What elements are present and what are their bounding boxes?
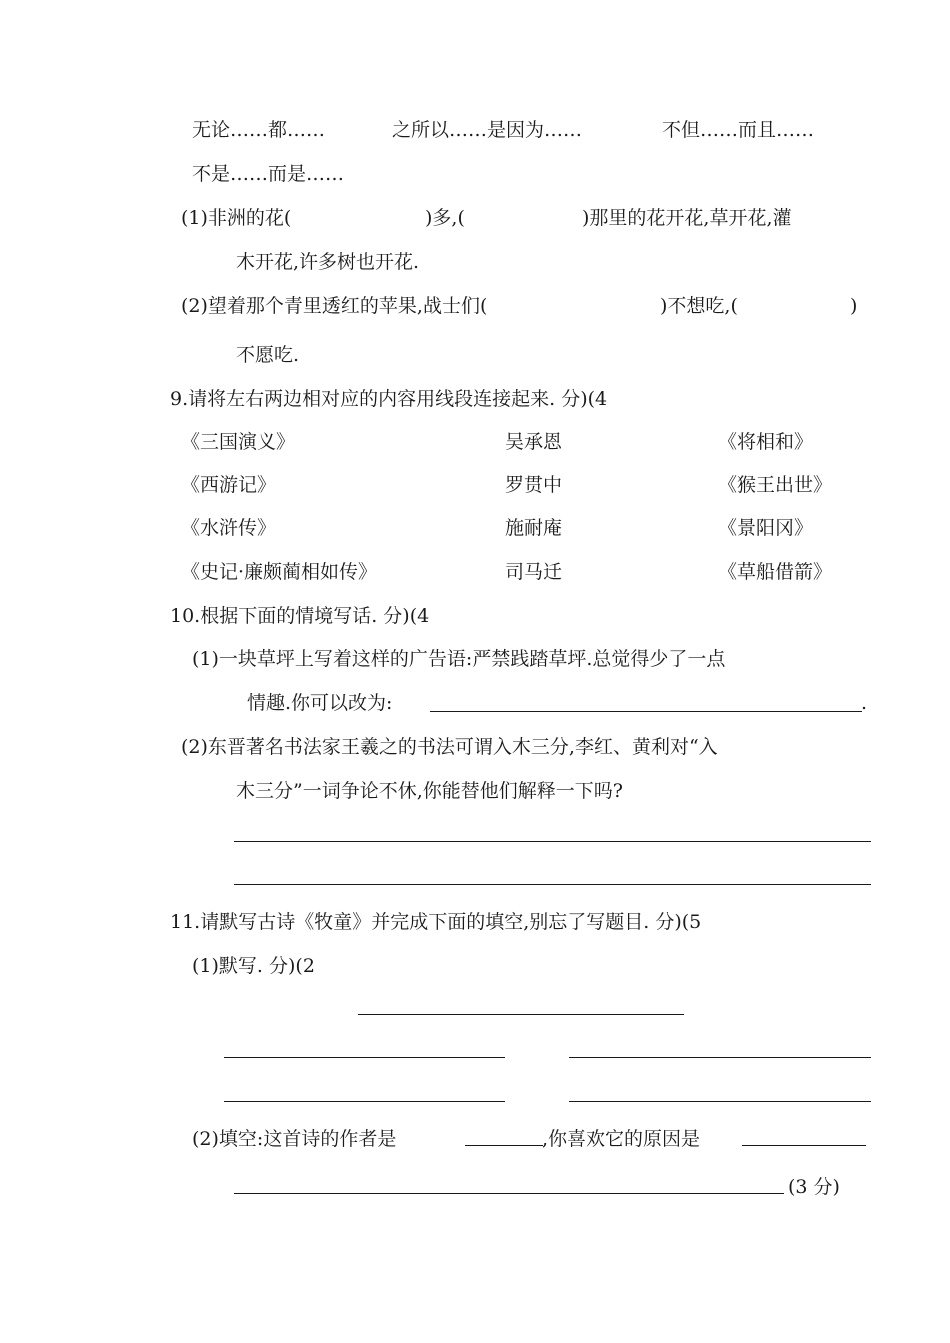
q9-right-1[interactable]: 《将相和》 (718, 431, 814, 453)
q9-middle-3[interactable]: 施耐庵 (505, 517, 563, 539)
reason-answer-line-1[interactable] (742, 1145, 866, 1146)
poem-line-4[interactable] (569, 1101, 871, 1102)
q10-s1-line-2: 情趣.你可以改为: (247, 692, 393, 714)
q10-s2-line-1: (2)东晋著名书法家王羲之的书法可谓入木三分,李红、黄利对“入 (181, 736, 718, 758)
q8-s1-part-c: )那里的花开花,草开花,灌 (582, 207, 792, 229)
q8-s2-part-a: (2)望着那个青里透红的苹果,战士们( (181, 295, 488, 317)
q10-s2-answer-line-2[interactable] (234, 884, 871, 885)
reason-answer-line-2[interactable] (234, 1193, 784, 1194)
q9-right-3[interactable]: 《景阳冈》 (718, 517, 814, 539)
q10-s1-period: . (861, 692, 868, 714)
poem-line-2[interactable] (569, 1057, 871, 1058)
poem-line-3[interactable] (224, 1101, 505, 1102)
q9-left-4[interactable]: 《史记·廉颇蔺相如传》 (181, 561, 378, 583)
poem-line-1[interactable] (224, 1057, 505, 1058)
q8-s2-part-b: )不想吃,( (660, 295, 738, 317)
q8-s1-part-d: 木开花,许多树也开花. (236, 251, 420, 273)
option-2: 之所以……是因为…… (392, 119, 583, 141)
q9-left-2[interactable]: 《西游记》 (181, 474, 277, 496)
q11-title: 11.请默写古诗《牧童》并完成下面的填空,别忘了写题目. 分)(5 (170, 911, 702, 933)
q8-s2-part-d: 不愿吃. (236, 344, 300, 366)
q10-title: 10.根据下面的情境写话. 分)(4 (170, 605, 430, 627)
q10-s1-line-1: (1)一块草坪上写着这样的广告语:严禁践踏草坪.总觉得少了一点 (192, 648, 726, 670)
q8-s1-part-b: )多,( (425, 207, 465, 229)
q11-s2-part-a: (2)填空:这首诗的作者是 (192, 1128, 397, 1150)
q9-title: 9.请将左右两边相对应的内容用线段连接起来. 分)(4 (170, 388, 608, 410)
option-1: 无论……都…… (192, 119, 326, 141)
q9-left-3[interactable]: 《水浒传》 (181, 517, 277, 539)
q9-middle-1[interactable]: 吴承恩 (505, 431, 563, 453)
option-3: 不但……而且…… (662, 119, 815, 141)
q9-left-1[interactable]: 《三国演义》 (181, 431, 296, 453)
q11-s1: (1)默写. 分)(2 (192, 955, 315, 977)
q9-right-2[interactable]: 《猴王出世》 (718, 474, 833, 496)
q9-right-4[interactable]: 《草船借箭》 (718, 561, 833, 583)
q10-s2-line-2: 木三分”一词争论不休,你能替他们解释一下吗? (236, 780, 623, 802)
q9-middle-2[interactable]: 罗贯中 (505, 474, 563, 496)
option-4: 不是……而是…… (192, 163, 345, 185)
q10-s1-answer-line[interactable] (430, 711, 862, 712)
q11-score: (3 分) (788, 1176, 840, 1198)
author-answer-line[interactable] (465, 1145, 543, 1146)
q8-s1-part-a: (1)非洲的花( (181, 207, 292, 229)
poem-title-line[interactable] (358, 1014, 684, 1015)
q11-s2-part-b: ,你喜欢它的原因是 (542, 1128, 701, 1150)
q8-s2-part-c: ) (850, 295, 858, 317)
q9-middle-4[interactable]: 司马迁 (505, 561, 563, 583)
q10-s2-answer-line-1[interactable] (234, 841, 871, 842)
